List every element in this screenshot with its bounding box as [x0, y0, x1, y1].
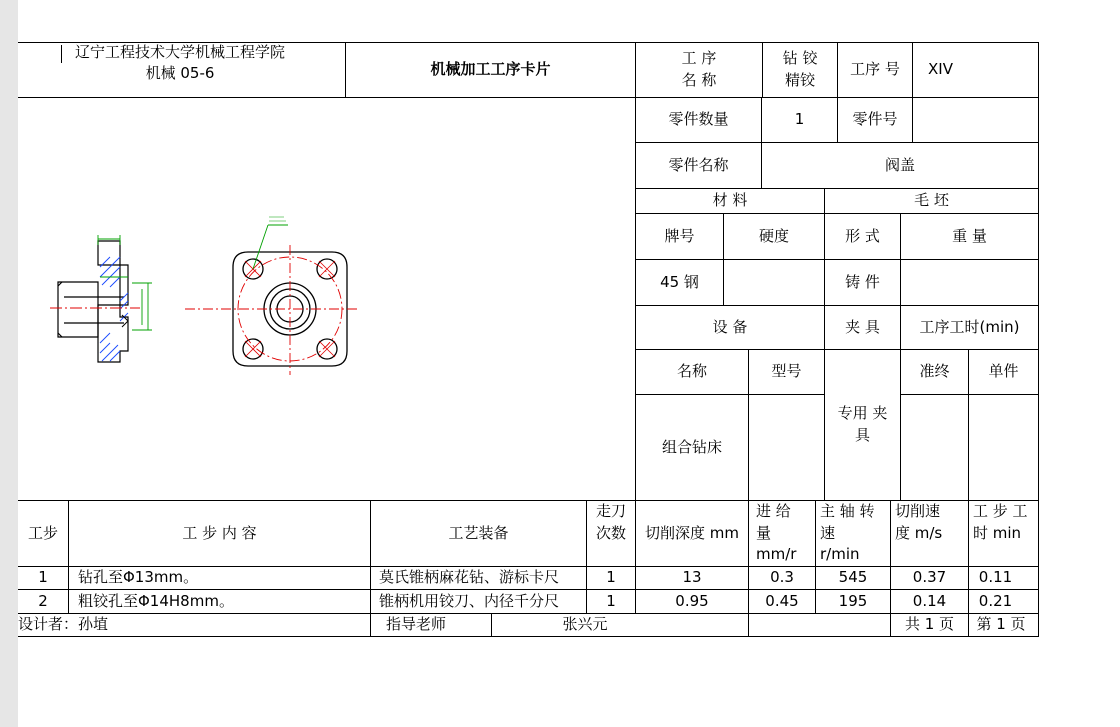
- total-pages: 共 1 页: [904, 615, 955, 634]
- designer: 设计者：孙埴: [18, 615, 109, 634]
- process-no-value: XIV: [928, 60, 953, 79]
- col-step-content: 工 步 内 容: [182, 523, 257, 542]
- equipment-name-label: 名称: [676, 362, 707, 381]
- prep-time-value: [901, 395, 968, 500]
- part-drawing: [40, 205, 370, 385]
- step1-content: 钻孔至Φ13mm。: [78, 568, 199, 587]
- equipment-label: 设 备: [712, 317, 748, 336]
- form-label: 形 式: [845, 226, 880, 245]
- step1-passes: 1: [606, 568, 616, 587]
- step2-speed: 0.14: [912, 591, 947, 610]
- step2-feed: 0.45: [765, 591, 799, 610]
- step2-content: 粗铰孔至Φ14H8mm。: [78, 591, 234, 610]
- material-label: 材 料: [712, 191, 748, 210]
- col-step-time: 工 步 工 时 min: [973, 502, 1028, 542]
- hardness-value: [724, 260, 824, 305]
- col-feed: 进 给 量 mm/r: [756, 501, 797, 564]
- step1-depth: 13: [682, 568, 702, 587]
- col-passes: 走刀 次数: [595, 502, 626, 542]
- col-step: 工步: [27, 523, 58, 542]
- part-name-value: 阀盖: [884, 155, 915, 174]
- part-no-label: 零件号: [852, 110, 898, 129]
- col-tooling: 工艺装备: [448, 523, 509, 542]
- unit-time-value: [969, 395, 1038, 500]
- col-depth: 切削深度 mm: [645, 523, 739, 542]
- step2-no: 2: [38, 591, 48, 610]
- step2-depth: 0.95: [675, 591, 709, 610]
- school-name: 辽宁工程技术大学机械工程学院: [74, 43, 285, 62]
- equipment-model-label: 型号: [771, 362, 802, 381]
- step1-no: 1: [38, 568, 48, 587]
- step1-speed: 0.37: [912, 568, 947, 587]
- step1-time: 0.11: [978, 568, 1013, 587]
- fixture-label: 夹 具: [845, 317, 880, 336]
- step1-spindle: 545: [838, 568, 868, 587]
- grade-value: 45 钢: [660, 272, 699, 291]
- weight-value: [901, 260, 1038, 305]
- process-no-label: 工序 号: [850, 60, 900, 79]
- card-title: 机械加工工序卡片: [430, 60, 551, 79]
- equipment-name-value: 组合钻床: [661, 437, 722, 456]
- part-no-value: [913, 98, 1038, 142]
- fixture-value: 专用 夹 具: [837, 404, 888, 444]
- section-hatch: [100, 257, 128, 361]
- process-time-label: 工序工时(min): [919, 317, 1020, 336]
- weight-label: 重 量: [952, 226, 987, 245]
- col-cutting-speed: 切削速 度 m/s: [895, 502, 943, 542]
- process-name-label: 工 序 名 称: [681, 49, 717, 89]
- equipment-model-value: [749, 395, 824, 500]
- process-name-value: 钻 铰 精铰: [782, 49, 818, 89]
- grade-label: 牌号: [664, 226, 695, 245]
- col-spindle-speed: 主 轴 转 速 r/min: [820, 501, 875, 564]
- step1-feed: 0.3: [770, 568, 794, 587]
- class-name: 机械 05-6: [145, 64, 215, 83]
- advisor-name: 张兴元: [562, 615, 608, 634]
- step2-tooling: 锥柄机用铰刀、内径千分尺: [379, 591, 560, 610]
- hardness-label: 硬度: [758, 226, 789, 245]
- advisor-label: 指导老师: [385, 615, 446, 634]
- step2-time: 0.21: [978, 591, 1013, 610]
- prep-time-label: 准终: [919, 362, 950, 381]
- page-number: 第 1 页: [976, 615, 1026, 634]
- step2-spindle: 195: [838, 591, 868, 610]
- part-qty-value: 1: [794, 110, 805, 129]
- unit-time-label: 单件: [988, 362, 1019, 381]
- step2-passes: 1: [606, 591, 616, 610]
- blank-label: 毛 坯: [914, 191, 949, 210]
- step1-tooling: 莫氏锥柄麻花钻、游标卡尺: [379, 568, 560, 587]
- part-name-label: 零件名称: [668, 155, 729, 174]
- part-qty-label: 零件数量: [668, 110, 729, 129]
- form-value: 铸 件: [845, 272, 880, 291]
